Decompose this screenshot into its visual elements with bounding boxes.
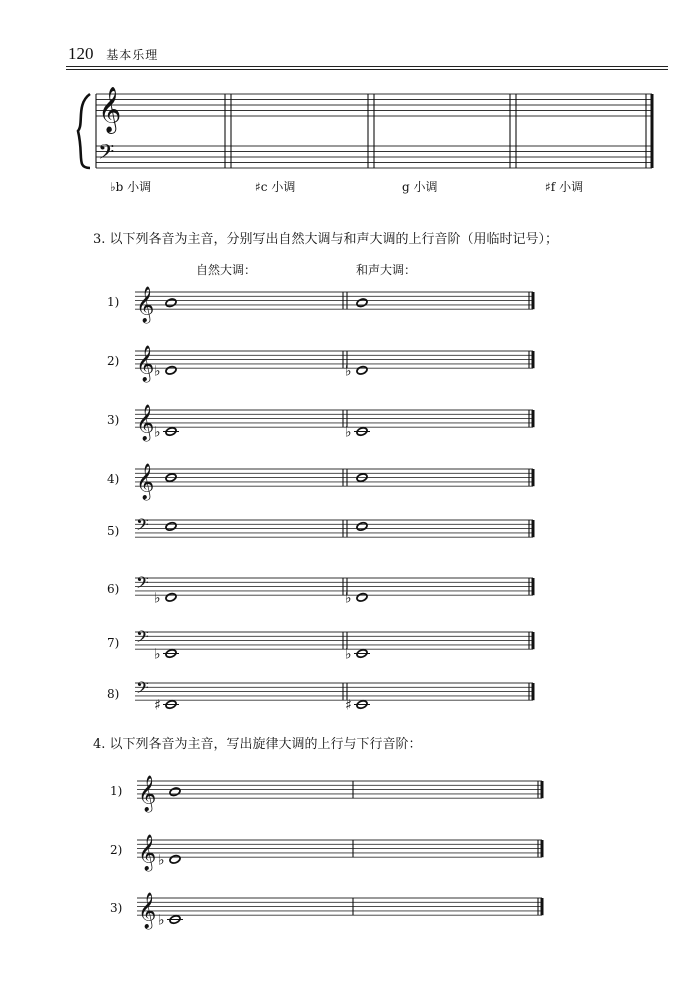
flat-icon: ♭: [345, 363, 352, 380]
exercise-3-row: [135, 286, 533, 323]
exercise-3-row: [135, 678, 533, 713]
exercise-4-row: [137, 775, 542, 812]
treble-clef: 𝄞: [138, 834, 157, 871]
staff-lines: [137, 898, 542, 915]
ex3-row-label: 2): [107, 354, 120, 368]
staff-lines: [135, 410, 533, 427]
treble-clef: 𝄞: [138, 892, 157, 929]
flat-icon: ♭: [345, 424, 352, 441]
staff-lines: [135, 683, 533, 700]
key-label-1: ♭b 小调: [110, 180, 152, 194]
book-title: 基本乐理: [106, 48, 159, 62]
key-label-3: g 小调: [402, 180, 438, 194]
flat-icon: ♭: [345, 590, 352, 607]
whole-note: [169, 854, 181, 864]
flat-icon: ♭: [345, 646, 352, 663]
grand-staff: [78, 87, 652, 169]
exercise-3-row: [135, 573, 533, 606]
key-label-4: ♯f 小调: [545, 180, 584, 194]
bass-clef: 𝄢: [98, 140, 115, 170]
ex3-row-label: 7): [107, 636, 120, 650]
treble-clef: 𝄞: [136, 286, 155, 323]
sharp-icon: ♯: [345, 697, 352, 714]
staff-lines: [135, 351, 533, 368]
staff-lines: [137, 781, 542, 798]
treble-clef: 𝄞: [136, 345, 155, 382]
staff-lines: [137, 840, 542, 857]
staff-lines: [135, 578, 533, 595]
ex3-row-label: 4): [107, 472, 120, 486]
page-number: 120: [68, 44, 94, 63]
ex4-row-label: 1): [110, 784, 123, 798]
flat-icon: ♭: [158, 852, 165, 869]
staff-lines: [135, 469, 533, 486]
staff-lines: [135, 520, 533, 537]
exercise-3-row: [135, 345, 533, 382]
exercise-3-row: [135, 627, 533, 662]
treble-clef: 𝄞: [138, 775, 157, 812]
flat-icon: ♭: [154, 590, 161, 607]
flat-icon: ♭: [154, 363, 161, 380]
ex4-row-label: 3): [110, 901, 123, 915]
exercise-4-staves: [137, 775, 542, 929]
treble-clef: 𝄞: [136, 404, 155, 441]
whole-note: [165, 521, 177, 531]
bass-clef: 𝄢: [136, 678, 149, 702]
flat-icon: ♭: [154, 424, 161, 441]
ex3-row-label: 1): [107, 295, 120, 309]
ex3-row-label: 6): [107, 582, 120, 596]
col-harmonic-label: 和声大调：: [356, 263, 417, 277]
exercise-3-staves: [135, 286, 533, 713]
bass-clef: 𝄢: [136, 515, 149, 539]
sharp-icon: ♯: [154, 697, 161, 714]
whole-note: [356, 592, 368, 602]
exercise-3-row: [135, 463, 533, 500]
whole-note: [165, 298, 177, 308]
whole-note: [165, 592, 177, 602]
staff-lines: [135, 632, 533, 649]
bass-clef: 𝄢: [136, 573, 149, 597]
ex4-row-label: 2): [110, 843, 123, 857]
whole-note: [356, 298, 368, 308]
key-label-2: ♯c 小调: [255, 180, 296, 194]
exercise-3-row: [135, 404, 533, 441]
exercise-3-instruction: 3. 以下列各音为主音，分别写出自然大调与和声大调的上行音阶（用临时记号）；: [93, 232, 559, 247]
ex3-row-label: 8): [107, 687, 120, 701]
flat-icon: ♭: [154, 646, 161, 663]
bass-clef: 𝄢: [136, 627, 149, 651]
staff-lines: [135, 292, 533, 309]
ex3-row-label: 3): [107, 413, 120, 427]
exercise-4-row: [137, 892, 542, 929]
col-natural-label: 自然大调：: [196, 263, 257, 277]
brace: [78, 94, 90, 168]
whole-note: [165, 365, 177, 375]
treble-clef: 𝄞: [136, 463, 155, 500]
exercise-3-row: [135, 515, 533, 538]
exercise-4-row: [137, 834, 542, 871]
treble-clef: 𝄞: [98, 86, 122, 133]
whole-note: [356, 365, 368, 375]
ex3-row-label: 5): [107, 524, 120, 538]
exercise-4-instruction: 4. 以下列各音为主音，写出旋律大调的上行与下行音阶：: [93, 737, 422, 752]
flat-icon: ♭: [158, 912, 165, 929]
whole-note: [356, 521, 368, 531]
whole-note: [169, 787, 181, 797]
